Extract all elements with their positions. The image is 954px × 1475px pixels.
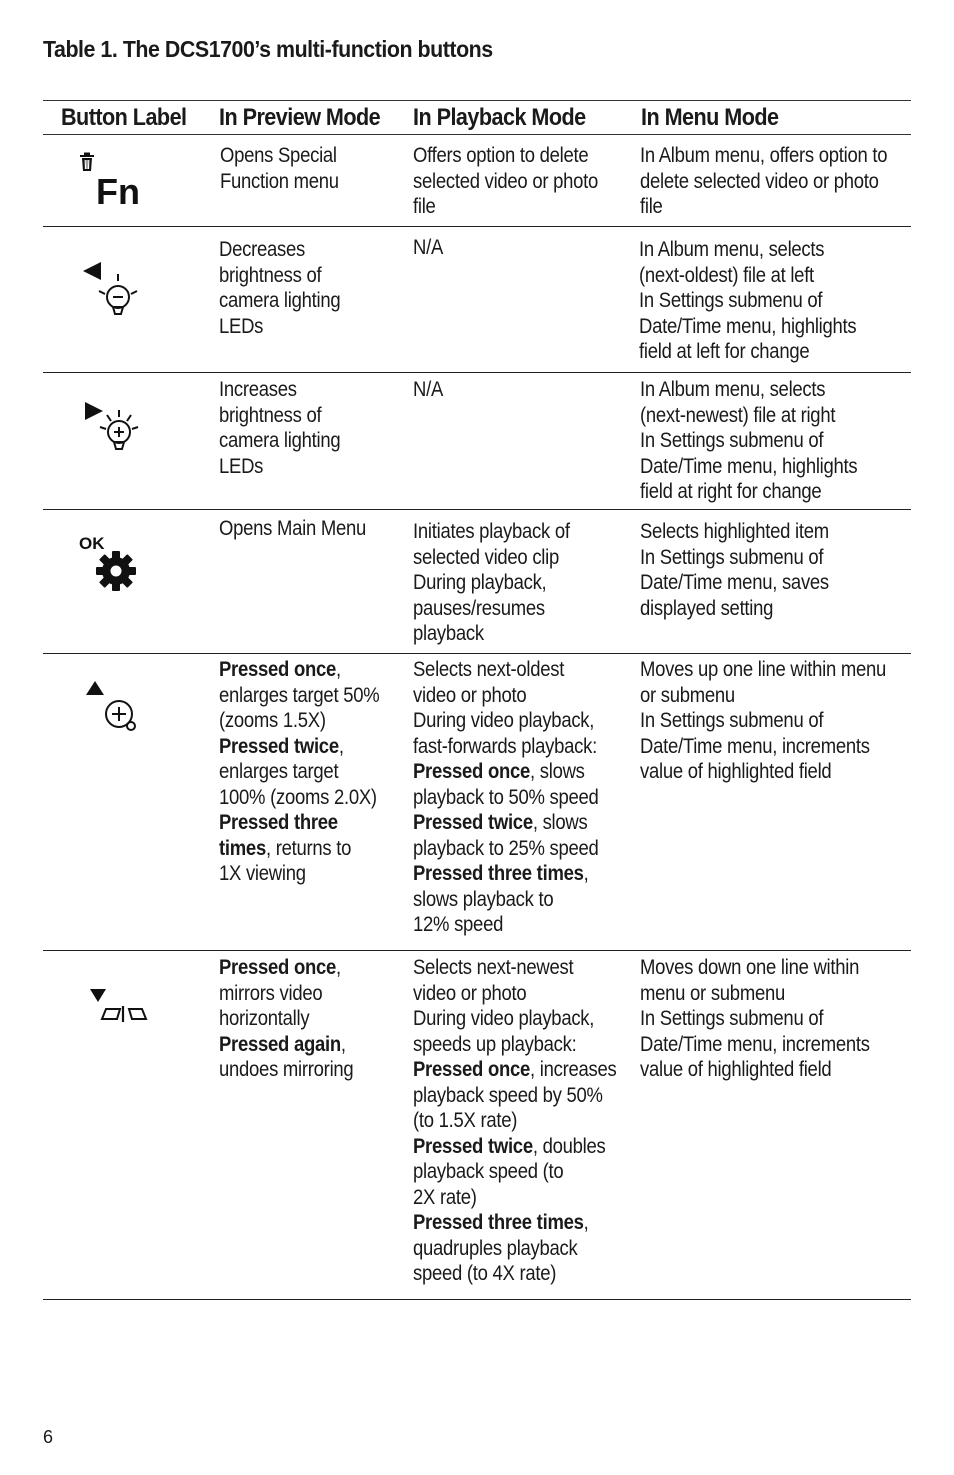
cell-line: slows playback to <box>413 887 554 911</box>
cell-line: playback to 25% speed <box>413 836 599 860</box>
cell-line: speeds up playback: <box>413 1032 577 1056</box>
cell-line: field at left for change <box>639 340 810 363</box>
cell-line: brightness of <box>219 403 322 427</box>
cell-line: mirrors video <box>219 981 323 1005</box>
cell-line: Date/Time menu, highlights <box>640 454 858 478</box>
right-brightness-up-icon <box>81 400 153 469</box>
bold-text: times <box>219 836 266 860</box>
cell-line: Pressed once, <box>219 956 341 979</box>
header-button-label: Button Label <box>61 104 187 131</box>
cell-line: In Album menu, offers option to <box>640 144 888 167</box>
bold-text: Pressed once <box>219 658 337 681</box>
cell-line <box>219 810 379 836</box>
cell-line: delete selected video or photo <box>640 169 879 193</box>
cell-line: Moves up one line within menu <box>640 658 887 681</box>
cell-line: Increases <box>219 378 297 401</box>
cell-line: Date/Time menu, increments <box>640 734 870 758</box>
bold-text: Pressed once <box>413 760 531 783</box>
cell-line: Pressed once, slows <box>413 760 585 783</box>
cell-line: In Settings submenu of <box>640 709 824 732</box>
cell-line: (next-newest) file at right <box>640 403 836 427</box>
table-header <box>43 100 911 135</box>
cell-line: undoes mirroring <box>219 1058 354 1081</box>
cell-line: Pressed again, <box>219 1032 346 1056</box>
cell-line: In Settings submenu of <box>640 429 824 452</box>
cell-line: brightness of <box>219 263 322 287</box>
delete-fn-icon <box>79 151 149 218</box>
bold-text: Pressed three times <box>413 862 584 885</box>
cell-line: enlarges target 50% <box>219 683 380 707</box>
cell-line: speed (to 4X rate) <box>413 1262 557 1285</box>
ok-gear-icon <box>77 533 149 602</box>
bold-text: Pressed once <box>413 1058 531 1081</box>
cell-line: Pressed three times, <box>413 1211 589 1234</box>
cell-line: During video playback, <box>413 709 595 732</box>
cell-line: Pressed three times, <box>413 862 589 885</box>
cell-line: Opens Special <box>220 144 337 167</box>
table-row <box>43 950 911 1300</box>
bold-text: Pressed twice <box>219 734 339 758</box>
cell-line: In Album menu, selects <box>640 378 826 401</box>
cell-line: video or photo <box>413 683 527 707</box>
cell-line: Selects highlighted item <box>640 520 829 543</box>
cell-line: quadruples playback <box>413 1236 578 1260</box>
cell-line: value of highlighted field <box>640 760 832 783</box>
cell-line: Decreases <box>219 238 305 261</box>
fn-label: Fn <box>96 171 140 212</box>
cell-line: In Album menu, selects <box>639 238 825 261</box>
cell-line: Pressed twice, slows <box>413 811 588 834</box>
cell-line: 100% (zooms 2.0X) <box>219 785 377 809</box>
bold-text: Pressed once <box>219 956 337 979</box>
header-preview-mode: In Preview Mode <box>219 104 381 131</box>
menu-cell <box>640 377 857 505</box>
ok-label: OK <box>79 534 105 553</box>
cell-line: 1X viewing <box>219 862 306 885</box>
cell-line: Pressed once, increases <box>413 1058 617 1081</box>
cell-line: menu or submenu <box>640 981 785 1005</box>
playback-cell <box>413 955 616 1287</box>
down-mirror-icon <box>89 988 161 1057</box>
cell-line: During video playback, <box>413 1007 595 1030</box>
cell-line: Date/Time menu, saves <box>640 571 829 594</box>
bold-text: Pressed twice <box>413 811 533 834</box>
cell-line: times, returns to <box>219 836 352 860</box>
menu-cell <box>640 955 870 1083</box>
cell-line: enlarges target <box>219 760 339 783</box>
table-row <box>43 372 911 510</box>
cell-line: Moves down one line within <box>640 956 860 979</box>
cell-line: Opens Main Menu <box>219 517 367 540</box>
menu-cell <box>640 657 886 785</box>
cell-line: N/A <box>413 236 444 259</box>
playback-cell <box>413 519 570 647</box>
header-playback-mode: In Playback Mode <box>413 104 586 131</box>
cell-line: N/A <box>413 378 444 401</box>
cell-line: LEDs <box>219 454 264 478</box>
cell-line: playback <box>413 622 484 645</box>
cell-line: Function menu <box>220 169 339 193</box>
cell-line: Pressed twice, doubles <box>413 1134 606 1158</box>
table-row <box>43 133 911 227</box>
cell-line: playback to 50% speed <box>413 785 599 809</box>
cell-line: Selects next-newest <box>413 956 574 979</box>
cell-line: 2X rate) <box>413 1185 477 1209</box>
playback-cell <box>413 377 443 403</box>
cell-line: displayed setting <box>640 596 774 620</box>
cell-line: file <box>640 195 663 218</box>
preview-cell <box>219 955 353 1083</box>
cell-line: camera lighting <box>219 289 341 312</box>
preview-cell <box>219 657 379 887</box>
playback-cell <box>413 235 443 261</box>
cell-line: Date/Time menu, highlights <box>639 314 857 338</box>
cell-line: Pressed once, <box>219 658 341 681</box>
cell-line: (next-oldest) file at left <box>639 263 814 287</box>
preview-cell <box>220 143 339 194</box>
cell-line: LEDs <box>219 314 264 338</box>
cell-line: In Settings submenu of <box>639 289 823 312</box>
menu-cell <box>639 237 856 365</box>
preview-cell <box>219 516 366 542</box>
page-number: 6 <box>43 1427 54 1447</box>
up-zoom-icon <box>83 679 155 748</box>
bold-text: Pressed three times <box>413 1211 584 1234</box>
bold-text: Pressed again <box>219 1032 341 1056</box>
bold-text: Pressed three <box>219 811 338 834</box>
cell-line: pauses/resumes <box>413 596 545 620</box>
cell-line: (to 1.5X rate) <box>413 1109 518 1132</box>
menu-cell <box>640 519 829 621</box>
header-menu-mode: In Menu Mode <box>641 104 779 131</box>
cell-line: Selects next-oldest <box>413 658 565 681</box>
table-row <box>43 226 911 373</box>
cell-line: In Settings submenu of <box>640 1007 824 1030</box>
preview-cell <box>219 377 340 479</box>
bold-text: Pressed twice <box>413 1134 533 1158</box>
playback-cell <box>413 143 598 220</box>
cell-line: (zooms 1.5X) <box>219 709 326 732</box>
cell-line: Pressed twice, <box>219 734 344 758</box>
cell-line: or submenu <box>640 683 735 707</box>
cell-line: camera lighting <box>219 429 341 452</box>
playback-cell <box>413 657 599 938</box>
cell-line: Initiates playback of <box>413 520 570 543</box>
cell-line: field at right for change <box>640 480 822 503</box>
cell-line: file <box>413 195 436 218</box>
cell-line: 12% speed <box>413 913 504 936</box>
table-title: Table 1. The DCS1700’s multi-function buttons <box>43 36 493 62</box>
cell-line: During playback, <box>413 571 547 594</box>
cell-line: horizontally <box>219 1007 310 1030</box>
cell-line: Offers option to delete <box>413 144 589 167</box>
table-row <box>43 509 911 654</box>
cell-line: selected video clip <box>413 545 559 569</box>
cell-line: playback speed (to <box>413 1160 564 1183</box>
cell-line: value of highlighted field <box>640 1058 832 1081</box>
left-brightness-down-icon <box>79 260 151 329</box>
cell-line: selected video or photo <box>413 169 599 193</box>
cell-line: In Settings submenu of <box>640 545 824 569</box>
cell-line: Date/Time menu, increments <box>640 1032 870 1056</box>
cell-line: fast-forwards playback: <box>413 734 597 758</box>
table-row <box>43 653 911 951</box>
preview-cell <box>219 237 340 339</box>
menu-cell <box>640 143 887 220</box>
cell-line: video or photo <box>413 981 527 1005</box>
cell-line: playback speed by 50% <box>413 1083 603 1107</box>
